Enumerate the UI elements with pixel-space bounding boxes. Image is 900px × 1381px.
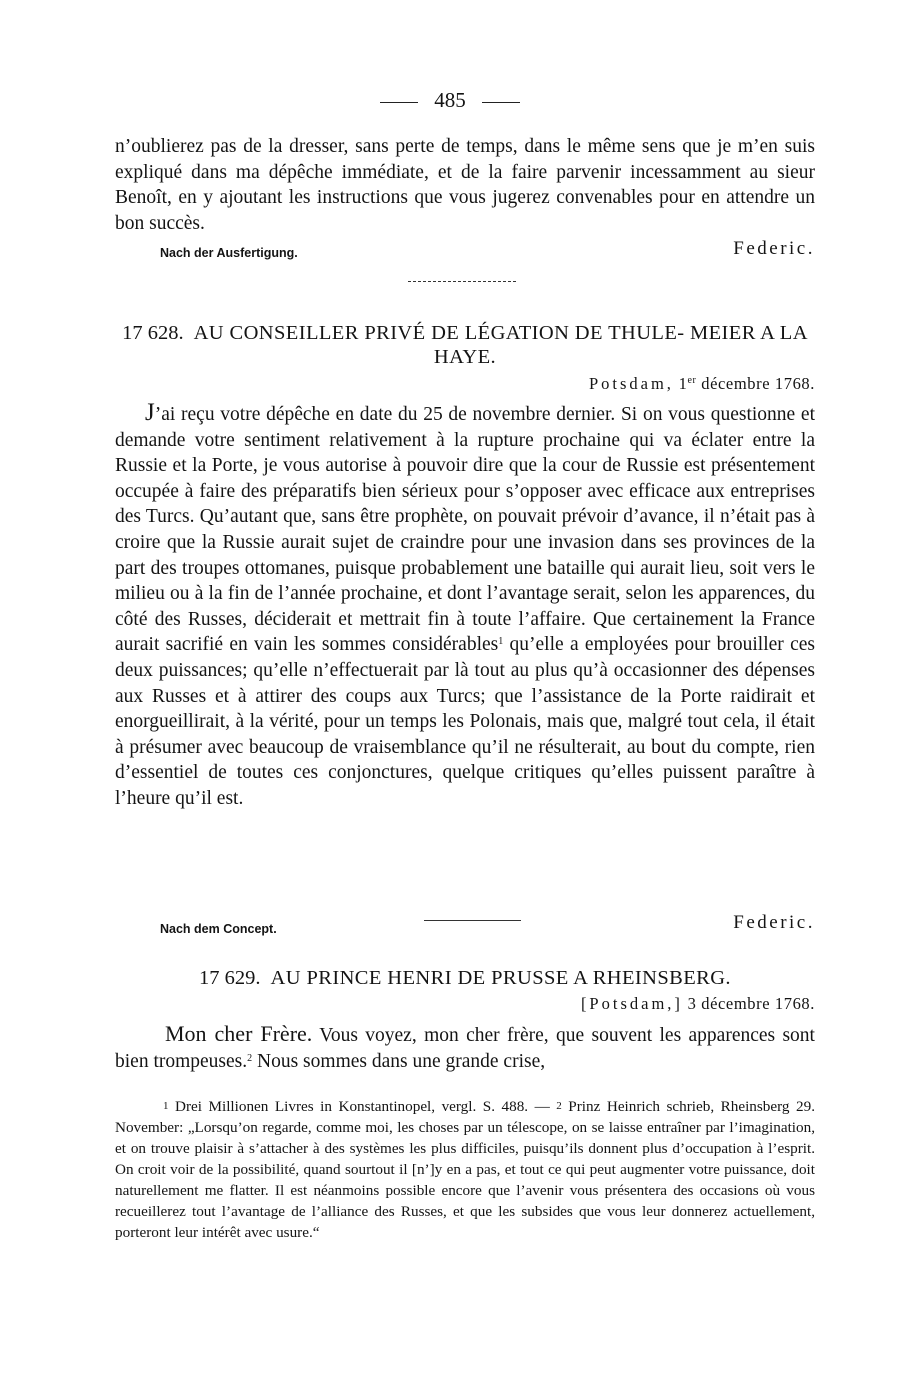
footnote-paragraph <box>115 1096 815 1243</box>
footnote-1-text: Drei Millionen Livres in Konstantinopel, vergl. S. 488. — <box>168 1098 557 1115</box>
letter-17628-text-part2: qu’elle a employées pour brouiller ces deux puissances; qu’elle n’effectuerait par là tout au plus qu’à occasionner des dépenses aux Russes et à attirer des coups aux Turcs; que l’assistance de la Porte raidirait et enorgueillirait, à la vérité, pour un temps les Polonais, mais que, malgré tout cela, il était à présumer avec beaucoup de vraisemblance qu’il ne résulterait, au bout du compte, rien d’essentiel de toutes ces conjonctures, quelque critiques qu’elles puissent paraître à l’heure qu’il est. <box>115 634 815 809</box>
letter-17628-day: 1 <box>678 374 688 393</box>
letter-17628-initial: J <box>145 399 155 426</box>
letter-17629-heading <box>115 966 815 990</box>
letter-17629-body <box>115 1021 815 1074</box>
section-rule <box>424 920 521 921</box>
footnote-ref-1: 1 <box>498 636 504 648</box>
footnotes <box>115 1096 815 1243</box>
letter-17628-day-suffix: er <box>687 375 697 386</box>
letter-17629-body-block <box>115 1021 815 1074</box>
letter-17629-text-part2: Nous sommes dans une grande crise, <box>252 1050 546 1072</box>
letter-17627-continuation <box>115 134 815 236</box>
letter-17628-date: décembre 1768. <box>701 374 815 393</box>
letter-17629-dateline <box>115 994 815 1014</box>
letter-17627-signature: Federic. <box>733 238 815 259</box>
letter-17628-body <box>115 400 815 812</box>
letter-17628-closing <box>115 912 815 938</box>
letter-17628-number: 17 628. <box>122 322 184 344</box>
letter-17628-signature: Federic. <box>733 912 815 933</box>
letter-17627-source: Nach der Ausfertigung. <box>160 246 298 260</box>
footnote-ref-2: 2 <box>247 1052 253 1064</box>
letter-17628-place: Potsdam, <box>588 374 674 393</box>
page-number-left-dash <box>380 102 418 103</box>
footnote-2-text: Prinz Heinrich schrieb, Rheinsberg 29. November: „Lorsqu’on regarde, comme moi, les choses par un télescope, on se laisse entraîner par l’imagination, et on trouve plaisir à s’attacher à des systèmes les plus difficiles, puisqu’ils donnent plus d’occupation à l’esprit. On croit voir de la possibilité, quand sourtout il [n’]y en a pas, et tout ce qui peut augmenter votre puissance, doit naturellement me flatter. Il est néanmoins possible encore que l’avenir vous présentera des occasions où vous recueillerez tout l’avantage de l’alliance des Russes, et que les subsides que vous leur donnerez actuellement, porteront leur intérêt avec usure.“ <box>115 1098 816 1241</box>
letter-17628-source: Nach dem Concept. <box>160 922 277 936</box>
letter-17628-body-block <box>115 400 815 812</box>
letter-17629-place: [Potsdam,] <box>580 994 683 1013</box>
page-number-line <box>0 88 900 113</box>
letter-17627-body: n’oublierez pas de la dresser, sans perte de temps, dans le même sens que je m’en suis expliqué dans ma dépêche immédiate, et de la faire parvenir incessamment au sieur Benoît, en y ajoutant les instructions que vous jugerez convenables pour en attendre un bon succès. <box>115 136 815 234</box>
letter-17627-closing <box>115 238 815 264</box>
footnote-mark-2: 2 <box>556 1100 562 1112</box>
footnote-mark-1: 1 <box>163 1100 169 1112</box>
letter-17628-title: AU CONSEILLER PRIVÉ DE LÉGATION DE THULE- MEIER A LA HAYE. <box>193 322 808 368</box>
page-number: 485 <box>434 88 466 112</box>
letter-17629-date: 3 décembre 1768. <box>687 994 815 1013</box>
letter-17629-salutation: Mon cher Frère. <box>165 1021 313 1046</box>
page-number-right-dash <box>482 102 520 103</box>
letter-17629-text-part1: Vous voyez, mon cher frère, que souvent les apparences sont bien trompeuses. <box>115 1025 815 1072</box>
letter-17629-number: 17 629. <box>199 967 261 989</box>
letter-17628-heading <box>115 321 815 369</box>
letter-17628-dateline <box>115 374 815 394</box>
letter-17629-title: AU PRINCE HENRI DE PRUSSE A RHEINSBERG. <box>270 967 731 989</box>
letter-17628-text-part1: ’ai reçu votre dépêche en date du 25 de novembre dernier. Si on vous questionne et demande votre sentiment relativement à la rupture prochaine qui va éclater entre la Russie et la Porte, je vous autorise à pouvoir dire que la cour de Russie est présentement occupée à faire des préparatifs bien sérieux pour s’opposer avec efficace aux entreprises des Turcs. Qu’autant que, sans être prophète, on pouvait prévoir d’avance, il n’était pas à croire que la Russie aurait sujet de craindre pour une invasion dans ses provinces de la part des troupes ottomanes, puisque probablement une bataille qui aurait lieu, soit vers le milieu ou à la fin de l’année prochaine, et dont l’avantage serait, selon les apparences, du côté des Russes, déciderait et mettrait fin à toute l’affaire. Que certainement la France aurait sacrifié en vain les sommes considérables <box>115 404 815 656</box>
section-divider <box>408 281 516 282</box>
